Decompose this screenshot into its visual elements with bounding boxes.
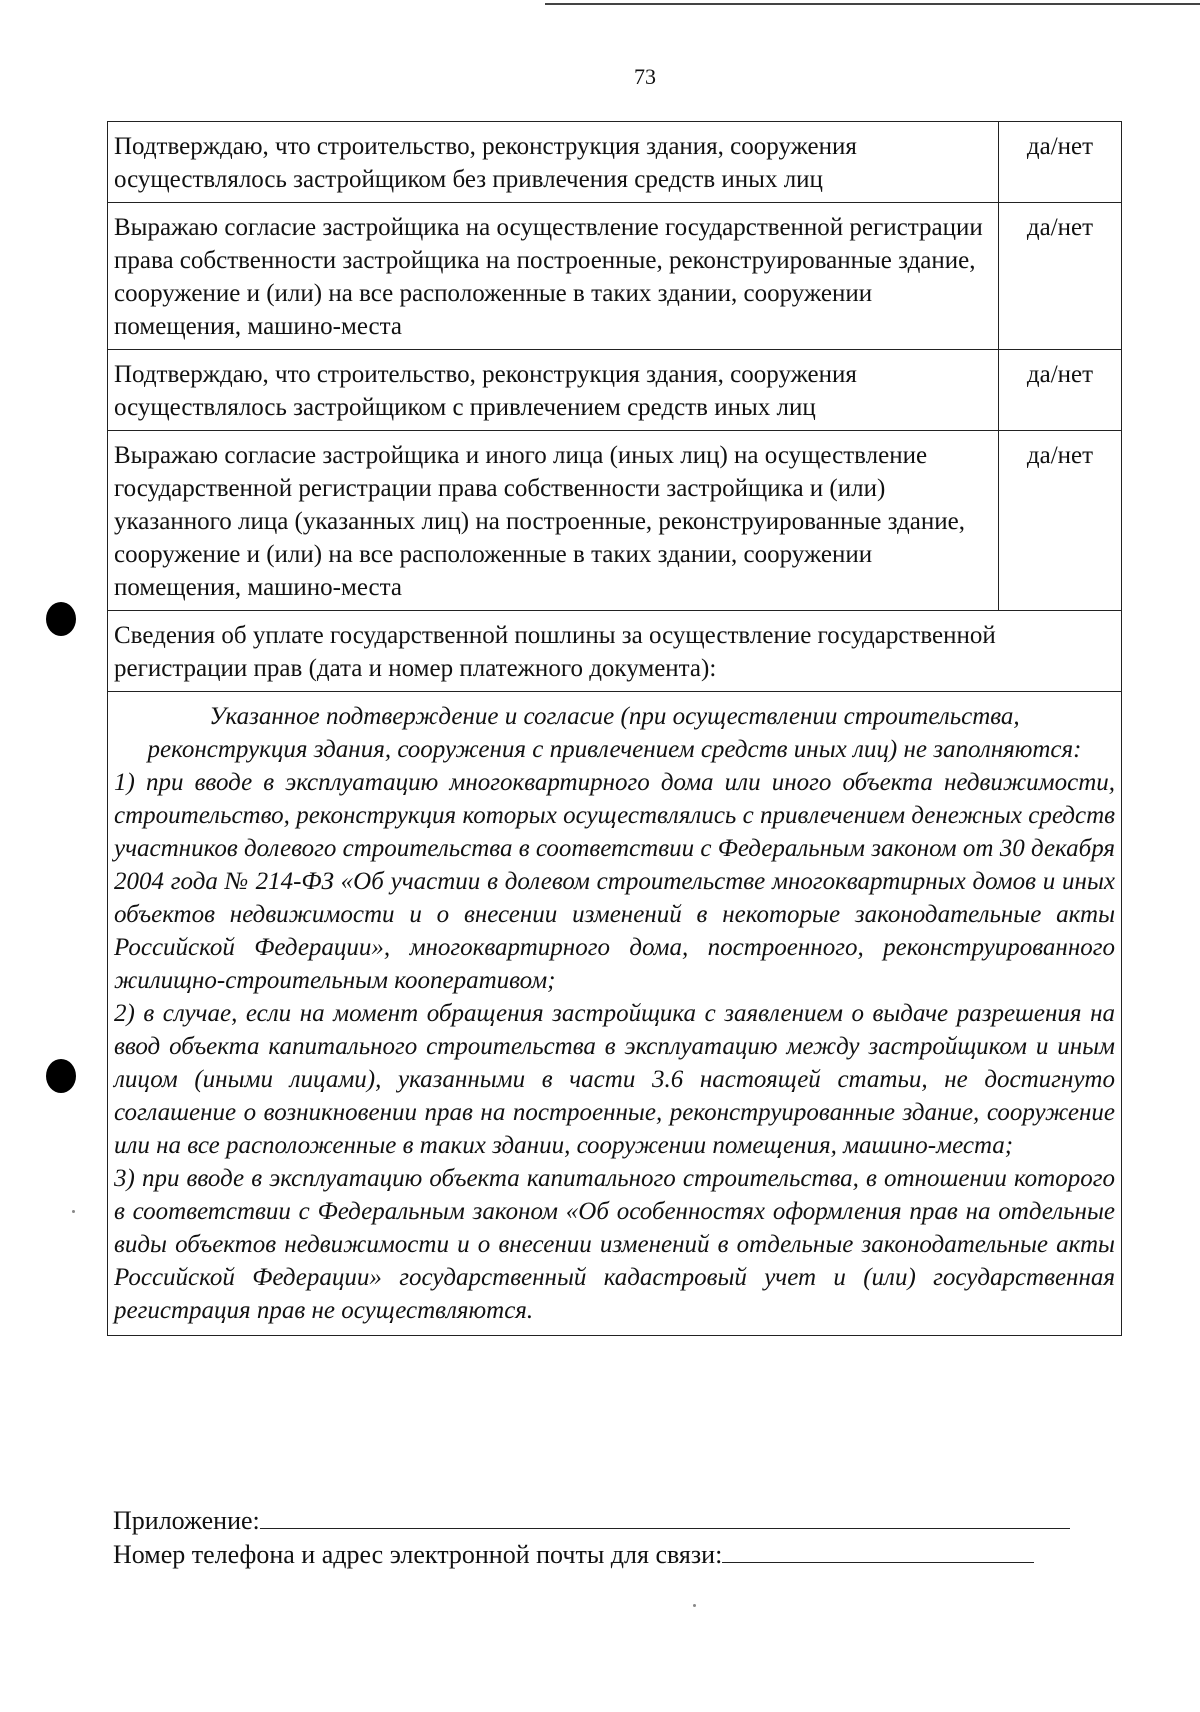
scan-speck (693, 1604, 696, 1607)
answer-cell-yes-no[interactable]: да/нет (999, 203, 1122, 350)
table-row-fee (108, 611, 1122, 692)
question-cell: Подтверждаю, что строительство, реконструкция здания, сооружения осуществлялось застройщиком с привлечением средств иных лиц (108, 350, 999, 431)
attachment-label: Приложение: (113, 1506, 260, 1535)
table-row (108, 122, 1122, 203)
question-cell: Выражаю согласие застройщика на осуществление государственной регистрации права собственности застройщика на построенные, реконструированные здание, сооружение и (или) на все расположенные в таких здании, сооружении помещения, машино-места (108, 203, 999, 350)
contact-label: Номер телефона и адрес электронной почты для связи: (113, 1540, 723, 1569)
punch-hole (46, 602, 76, 636)
answer-cell-yes-no[interactable]: да/нет (999, 431, 1122, 611)
table-row (108, 350, 1122, 431)
note-item-2: 2) в случае, если на момент обращения застройщика с заявлением о выдаче разрешения на ввод объекта капитального строительства в эксплуатацию между застройщиком и иным лицом (иными лицами), указанными в части 3.6 настоящей статьи, не достигнуто соглашение о возникновении прав на построенные, реконструированные здание, сооружение или на все расположенные в таких здании, сооружении помещения, машино-места; (114, 1000, 1115, 1159)
table-row (108, 203, 1122, 350)
note-item-3: 3) при вводе в эксплуатацию объекта капитального строительства, в отношении которого в соответствии с Федеральным законом «Об особенностях оформления прав на отдельные виды объектов недвижимости и о внесении изменений в отдельные законодательные акты Российской Федерации» государственный кадастровый учет и (или) государственная регистрация прав не осуществляются. (114, 1165, 1115, 1324)
attachment-field[interactable] (260, 1502, 1070, 1529)
question-cell: Подтверждаю, что строительство, реконструкция здания, сооружения осуществлялось застройщиком без привлечения средств иных лиц (108, 122, 999, 203)
fee-info-cell[interactable]: Сведения об уплате государственной пошлины за осуществление государственной регистрации прав (дата и номер платежного документа): (108, 611, 1122, 692)
note-cell (108, 692, 1122, 1336)
page-number: 73 (634, 64, 656, 89)
contact-field[interactable] (722, 1536, 1034, 1563)
note-title: Указанное подтверждение и согласие (при осуществлении строительства, реконструкция здания, сооружения с привлечением средств иных лиц) не заполняются: (147, 703, 1082, 763)
table-row (108, 431, 1122, 611)
note-item-1: 1) при вводе в эксплуатацию многоквартирного дома или иного объекта недвижимости, строительство, реконструкция которых осуществлялись с привлечением денежных средств участников долевого строительства в соответствии с Федеральным законом от 30 декабря 2004 года № 214-ФЗ «Об участии в долевом строительстве многоквартирных домов и иных объектов недвижимости и о внесении изменений в некоторые законодательные акты Российской Федерации», многоквартирного дома, построенного, реконструированного жилищно-строительным кооперативом; (114, 769, 1115, 994)
attachment-line (113, 1502, 1070, 1537)
table-row-note (108, 692, 1122, 1336)
answer-cell-yes-no[interactable]: да/нет (999, 350, 1122, 431)
confirmation-table (107, 121, 1122, 1336)
answer-cell-yes-no[interactable]: да/нет (999, 122, 1122, 203)
scan-edge-line (545, 3, 1200, 5)
question-cell: Выражаю согласие застройщика и иного лица (иных лиц) на осуществление государственной регистрации права собственности застройщика и (или) указанного лица (указанных лиц) на построенные, реконструированные здание, сооружение и (или) на все расположенные в таких здании, сооружении помещения, машино-места (108, 431, 999, 611)
scan-speck (72, 1210, 75, 1213)
punch-hole (46, 1059, 76, 1093)
contact-line (113, 1536, 1034, 1571)
